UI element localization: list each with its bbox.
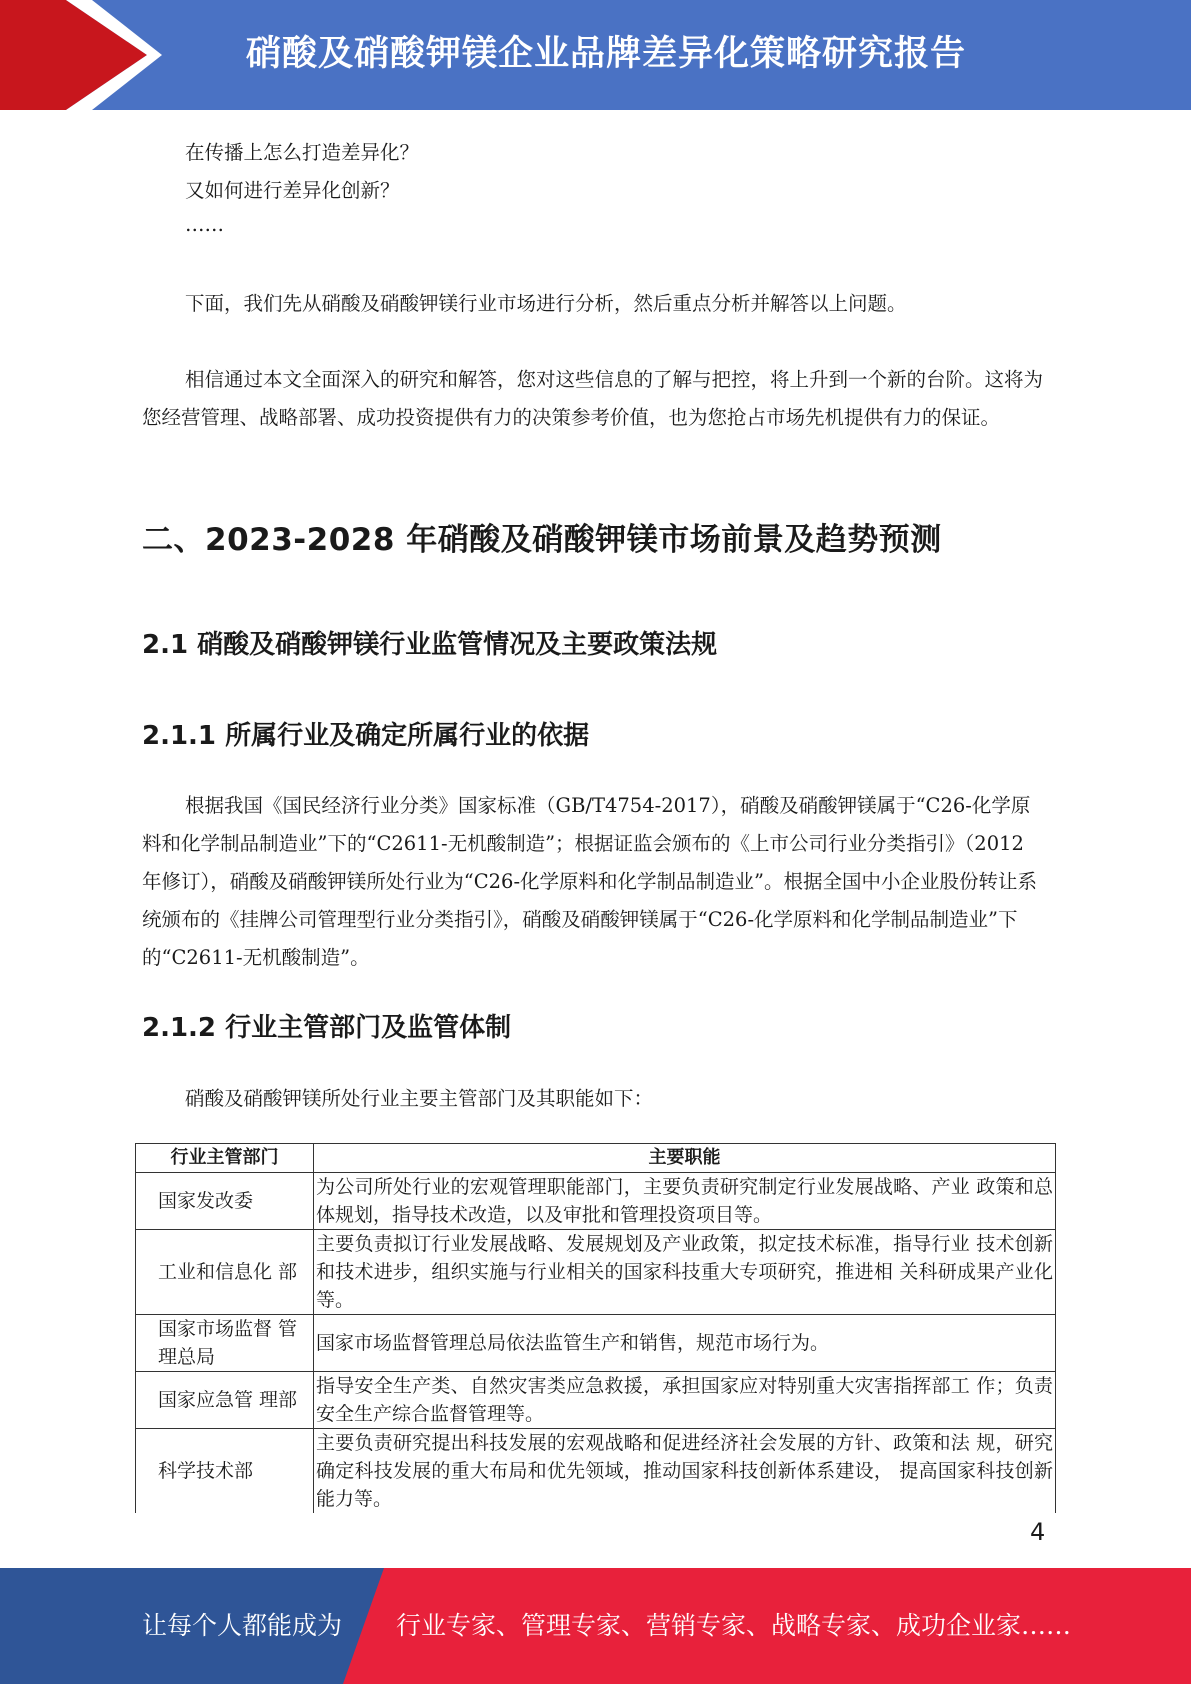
intro-paragraph-1: 下面，我们先从硝酸及硝酸钾镁行业市场进行分析，然后重点分析并解答以上问题。 xyxy=(185,292,907,315)
table-row xyxy=(136,1315,1056,1372)
intro-line-1: 在传播上怎么打造差异化？ xyxy=(185,141,420,164)
table-cell-function: 主要负责拟订行业发展战略、发展规划及产业政策，拟定技术标准，指导行业 技术创新和技术进步，组织实施与行业相关的国家科技重大专项研究，推进相 关科研成果产业化等。 xyxy=(314,1230,1056,1315)
header-banner xyxy=(0,0,1191,110)
table-cell-department: 国家应急管 理部 xyxy=(136,1372,314,1429)
footer-slogan-left: 让每个人都能成为 xyxy=(142,1611,343,1640)
table-cell-function: 指导安全生产类、自然灾害类应急救援，承担国家应对特别重大灾害指挥部工 作；负责安全生产综合监督管理等。 xyxy=(314,1372,1056,1429)
table-row xyxy=(136,1372,1056,1429)
table-row xyxy=(136,1230,1056,1315)
subsection-heading-2-1-1: 2.1.1 所属行业及确定所属行业的依据 xyxy=(142,721,590,751)
table-header-row xyxy=(136,1144,1056,1173)
chapter-heading: 二、2023-2028 年硝酸及硝酸钾镁市场前景及趋势预测 xyxy=(142,522,942,558)
table-header-department: 行业主管部门 xyxy=(136,1144,314,1173)
intro-line-2: 又如何进行差异化创新？ xyxy=(185,179,400,202)
industry-classification-paragraph: 根据我国《国民经济行业分类》国家标准（GB/T4754-2017），硝酸及硝酸钾镁属于“C26-化学原料和化学制品制造业”下的“C2611-无机酸制造”；根据证监会颁布的《上市公司行业分类指引》（2012 年修订），硝酸及硝酸钾镁所处行业为“C26-化学原料和化学制品制造业”。根据全国中小企业股份转让系统颁布的《挂牌公司管理型行业分类指引》，硝酸及硝酸钾镁属于“C26-化学原料和化学制品制造业”下的“C2611-无机酸制造”。 xyxy=(142,794,1038,969)
table-cell-department: 国家市场监督 管理总局 xyxy=(136,1315,314,1372)
table-cell-department: 科学技术部 xyxy=(136,1429,314,1514)
table-row xyxy=(136,1173,1056,1230)
footer-banner xyxy=(0,1568,1191,1684)
table-cell-department: 工业和信息化 部 xyxy=(136,1230,314,1315)
section-heading-2-1: 2.1 硝酸及硝酸钾镁行业监管情况及主要政策法规 xyxy=(142,630,718,660)
subsection-heading-2-1-2: 2.1.2 行业主管部门及监管体制 xyxy=(142,1013,512,1043)
table-row xyxy=(136,1429,1056,1514)
page-number: 4 xyxy=(1030,1518,1046,1546)
report-title: 硝酸及硝酸钾镁企业品牌差异化策略研究报告 xyxy=(246,34,967,74)
table-cell-department: 国家发改委 xyxy=(136,1173,314,1230)
table-header-function: 主要职能 xyxy=(314,1144,1056,1173)
intro-paragraph-2: 相信通过本文全面深入的研究和解答，您对这些信息的了解与把控，将上升到一个新的台阶。这将为您经营管理、战略部署、成功投资提供有力的决策参考价值，也为您抢占市场先机提供有力的保证。 xyxy=(142,368,1044,429)
regulators-intro-paragraph: 硝酸及硝酸钾镁所处行业主要主管部门及其职能如下： xyxy=(185,1087,654,1110)
table-cell-function: 主要负责研究提出科技发展的宏观战略和促进经济社会发展的方针、政策和法 规，研究确定科技发展的重大布局和优先领域，推动国家科技创新体系建设， 提高国家科技创新能力等。 xyxy=(314,1429,1056,1514)
table-cell-function: 为公司所处行业的宏观管理职能部门，主要负责研究制定行业发展战略、产业 政策和总体规划，指导技术改造，以及审批和管理投资项目等。 xyxy=(314,1173,1056,1230)
table-cell-function: 国家市场监督管理总局依法监管生产和销售，规范市场行为。 xyxy=(314,1315,1056,1372)
footer-slogan-right: 行业专家、管理专家、营销专家、战略专家、成功企业家…… xyxy=(396,1611,1072,1640)
regulators-table xyxy=(135,1143,1056,1513)
intro-ellipsis: …… xyxy=(185,213,224,236)
